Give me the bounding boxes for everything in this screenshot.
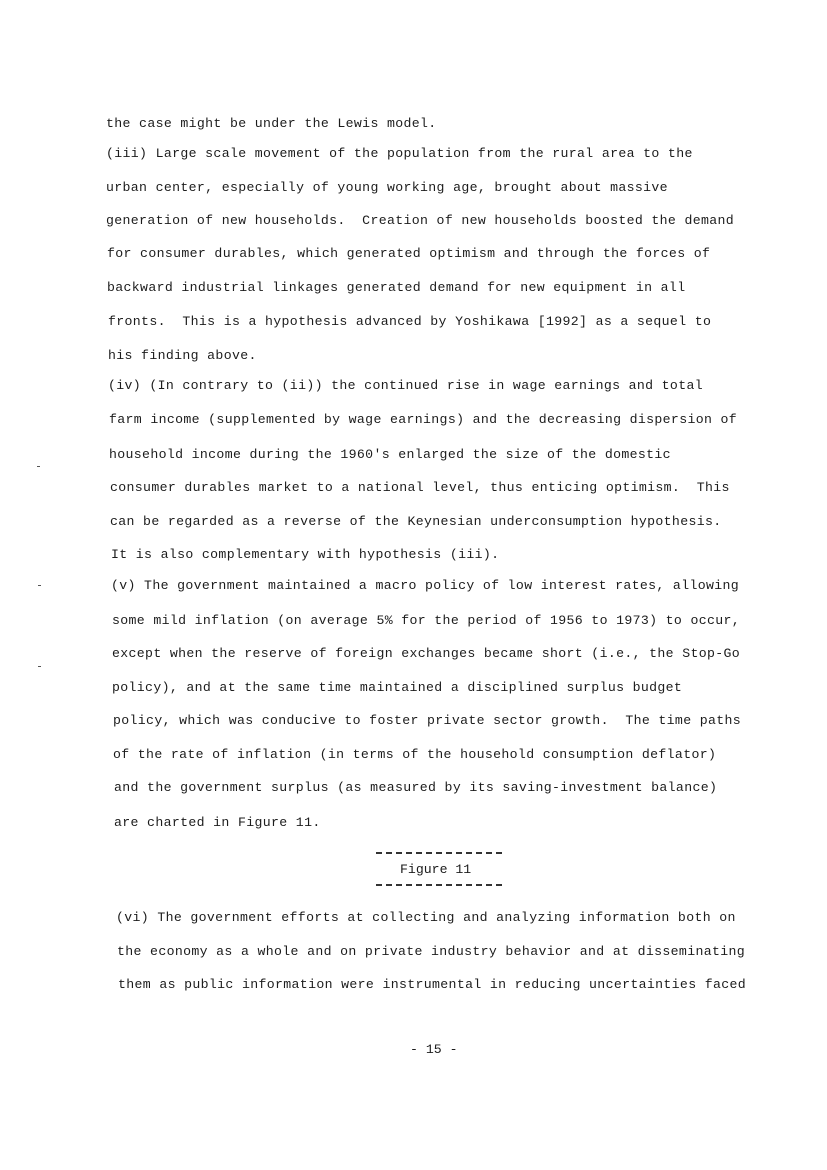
text-line: farm income (supplemented by wage earnings) and the decreasing dispersion of bbox=[109, 412, 738, 427]
text-line: fronts. This is a hypothesis advanced by Yoshikawa [1992] as a sequel to bbox=[108, 314, 712, 329]
text-line: (iv) (In contrary to (ii)) the continued rise in wage earnings and total bbox=[108, 378, 703, 393]
text-line: policy, which was conducive to foster private sector growth. The time paths bbox=[113, 713, 742, 728]
figure-label: Figure 11 bbox=[400, 862, 472, 877]
text-line: the case might be under the Lewis model. bbox=[106, 116, 437, 131]
margin-mark bbox=[38, 666, 41, 667]
margin-mark bbox=[37, 466, 40, 467]
text-line: policy), and at the same time maintained a disciplined surplus budget bbox=[112, 680, 683, 695]
text-line: them as public information were instrumental in reducing uncertainties faced bbox=[118, 977, 747, 992]
text-line: generation of new households. Creation of new households boosted the demand bbox=[106, 213, 735, 228]
text-line: (v) The government maintained a macro policy of low interest rates, allowing bbox=[111, 578, 740, 593]
text-line: for consumer durables, which generated optimism and through the forces of bbox=[107, 246, 711, 261]
text-line: (vi) The government efforts at collecting and analyzing information both on bbox=[116, 910, 736, 925]
figure-rule-bottom bbox=[376, 884, 502, 886]
page-number: - 15 - bbox=[410, 1042, 458, 1057]
text-line: consumer durables market to a national level, thus enticing optimism. This bbox=[110, 480, 730, 495]
text-line: household income during the 1960's enlarged the size of the domestic bbox=[109, 447, 671, 462]
text-line: can be regarded as a reverse of the Keynesian underconsumption hypothesis. bbox=[110, 514, 722, 529]
text-line: and the government surplus (as measured by its saving-investment balance) bbox=[114, 780, 718, 795]
text-line: the economy as a whole and on private industry behavior and at disseminating bbox=[117, 944, 746, 959]
text-line: are charted in Figure 11. bbox=[114, 815, 321, 830]
text-line: It is also complementary with hypothesis (iii). bbox=[111, 547, 500, 562]
text-line: (iii) Large scale movement of the population from the rural area to the bbox=[106, 146, 693, 161]
text-line: some mild inflation (on average 5% for the period of 1956 to 1973) to occur, bbox=[112, 613, 741, 628]
text-line: urban center, especially of young working age, brought about massive bbox=[106, 180, 668, 195]
text-line: except when the reserve of foreign exchanges became short (i.e., the Stop-Go bbox=[112, 646, 741, 661]
margin-mark bbox=[38, 585, 41, 586]
text-line: of the rate of inflation (in terms of the household consumption deflator) bbox=[113, 747, 717, 762]
text-line: backward industrial linkages generated demand for new equipment in all bbox=[107, 280, 686, 295]
figure-rule-top bbox=[376, 852, 502, 854]
text-line: his finding above. bbox=[108, 348, 257, 363]
